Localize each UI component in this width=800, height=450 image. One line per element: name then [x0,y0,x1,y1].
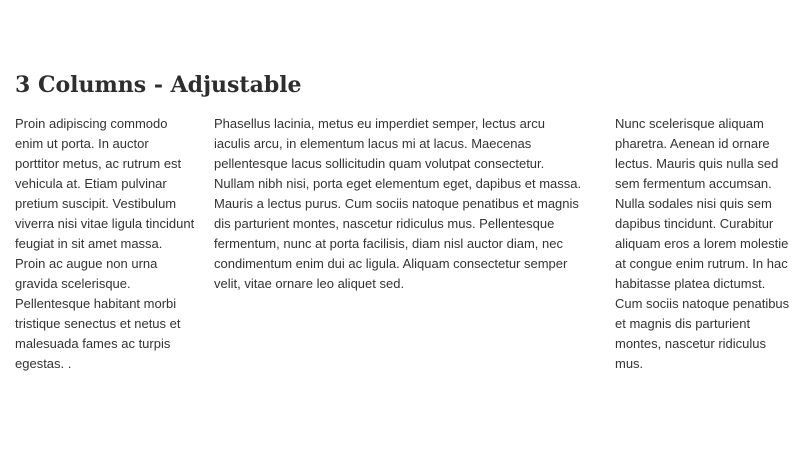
column-1-text: Proin adipiscing commodo enim ut porta. In auctor porttitor metus, ac rutrum est vehicula at. Etiam pulvinar pretium suscipit. Vestibulum viverra nisi vitae ligula tincidunt feugiat in sit amet massa. Proin ac augue non urna gravida scelerisque. Pellentesque habitant morbi tristique senectus et netus et malesuada fames ac turpis egestas. . [15,116,195,371]
page-title: 3 Columns - Adjustable [15,72,302,98]
column-2-text: Phasellus lacinia, metus eu imperdiet semper, lectus arcu iaculis arcu, in elementum lacus mi at lacus. Maecenas pellentesque lacus sollicitudin quam volutpat consectetur. Nullam nibh nisi, porta eget elementum eget, dapibus et massa. Mauris a lectus purus. Cum sociis natoque penatibus et magnis dis parturient montes, nascetur ridiculus mus. Pellentesque fermentum, nunc at porta facilisis, diam nisl auctor diam, nec condimentum enim dui ac ligula. Aliquam consectetur semper velit, vitae ornare leo aliquet sed. [214,116,582,291]
column-3-text: Nunc scelerisque aliquam pharetra. Aenean id ornare lectus. Mauris quis nulla sed sem fermentum accumsan. Nulla sodales nisi quis sem dapibus tincidunt. Curabitur aliquam eros a lorem molestie at congue enim rutrum. In hac habitasse platea dictumst. Cum sociis natoque penatibus et magnis dis parturient montes, nascetur ridiculus mus. [615,116,790,371]
